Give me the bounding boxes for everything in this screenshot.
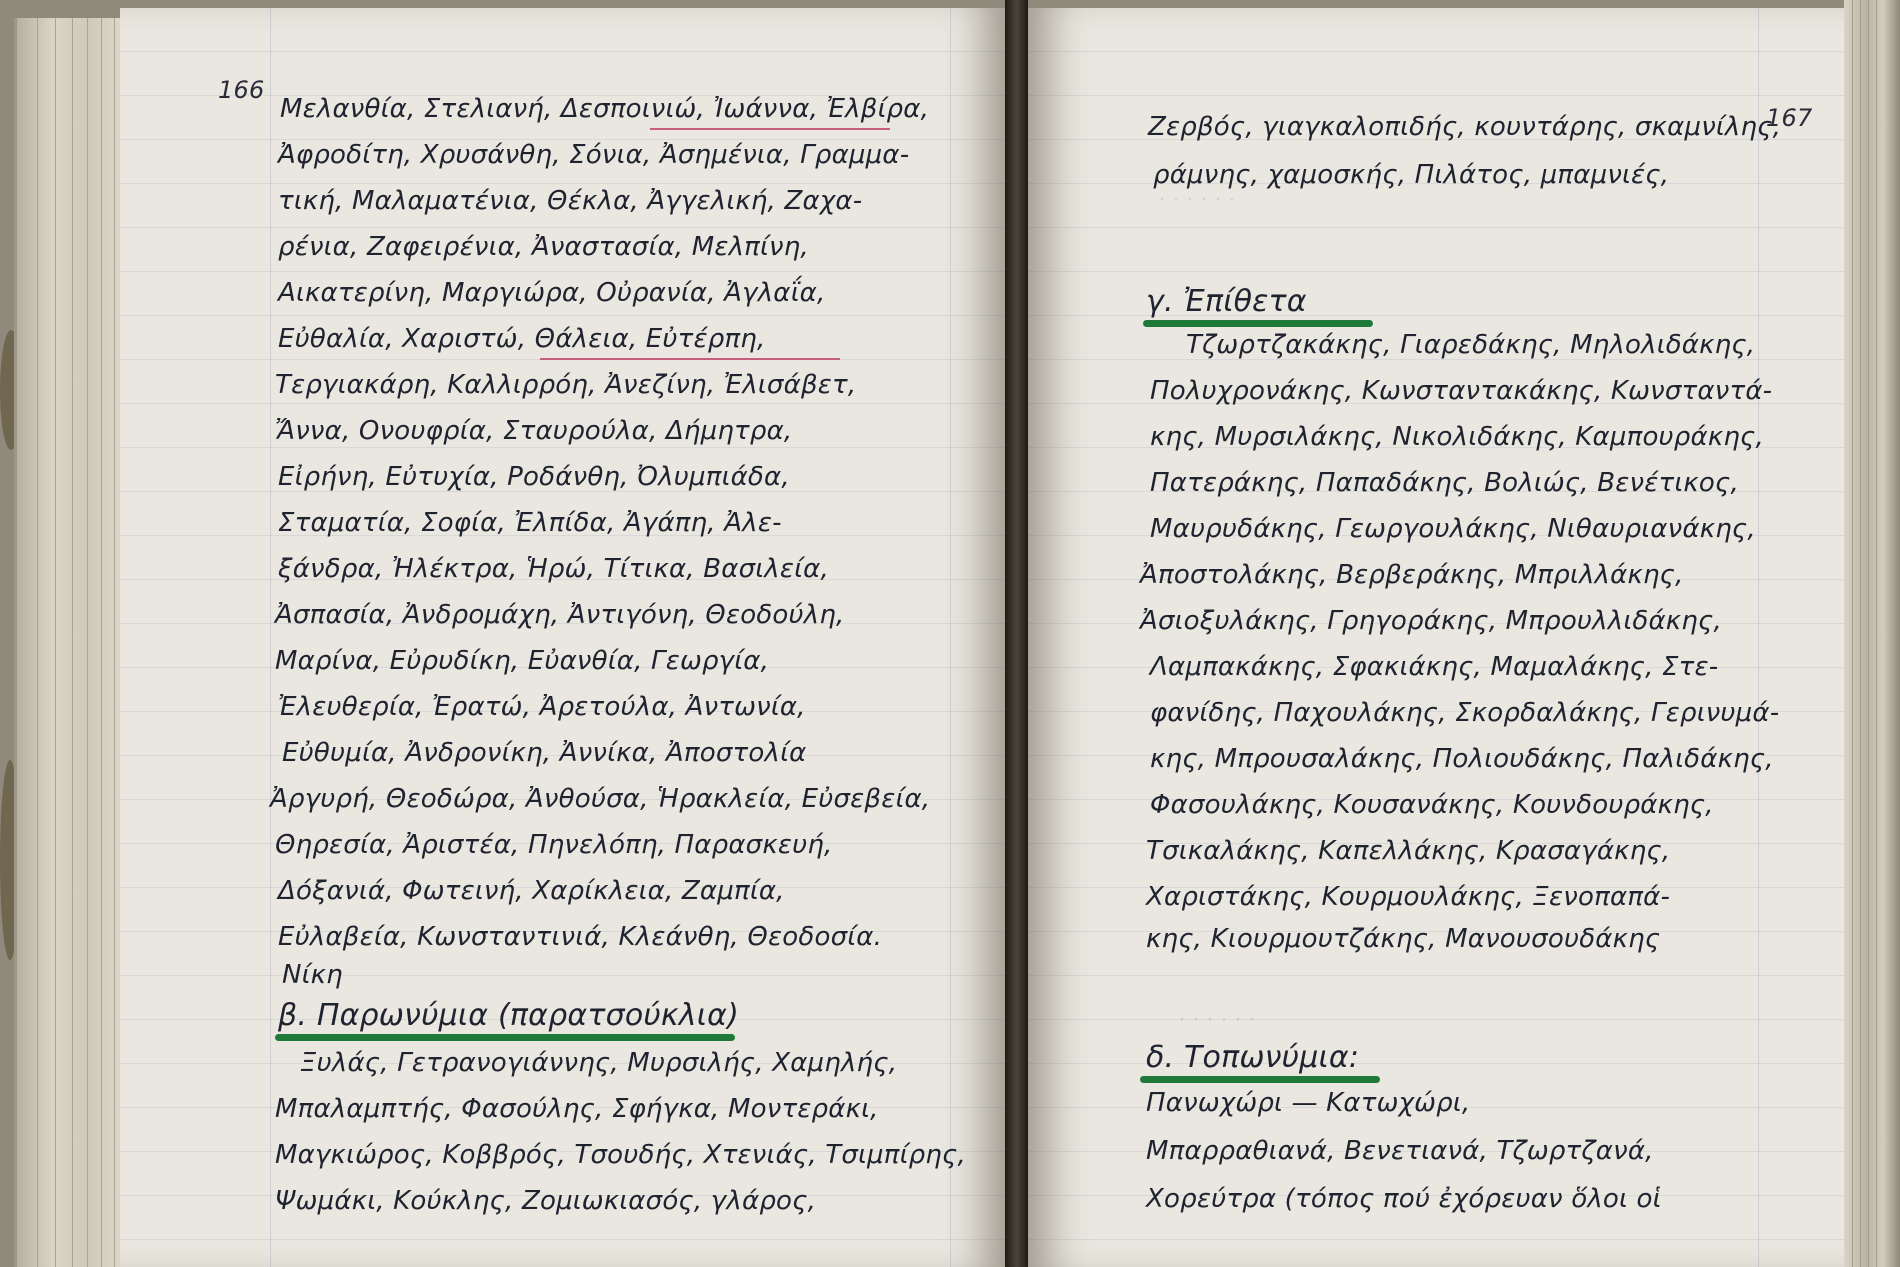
surname-line: Χαριστάκης, Κουρμουλάκης, Ξενοπαπά- (1146, 882, 1671, 912)
name-line: Θηρεσία, Ἀριστέα, Πηνελόπη, Παρασκευή, (275, 830, 833, 860)
nickname-line: Μπαλαμπτής, Φασούλης, Σφήγκα, Μοντεράκι, (275, 1094, 879, 1124)
name-line: Μελανθία, Στελιανή, Δεσποινιώ, Ἰωάννα, Ἐλβίρα, (280, 94, 930, 124)
surname-line: Ἀσιοξυλάκης, Γρηγοράκης, Μπρουλλιδάκης, (1140, 606, 1722, 636)
surname-line: Πολυχρονάκης, Κωνσταντακάκης, Κωνσταντά- (1150, 376, 1773, 406)
page-number-right: 167 (1766, 104, 1813, 132)
bleed-through-text: · · · · · · (1158, 188, 1235, 213)
name-line: Εὐθαλία, Χαριστώ, Θάλεια, Εὐτέρπη, (278, 324, 766, 354)
surname-line: Τσικαλάκης, Καπελλάκης, Κρασαγάκης, (1146, 836, 1671, 866)
left-page-stack (14, 18, 137, 1267)
name-line: Σταματία, Σοφία, Ἐλπίδα, Ἀγάπη, Ἀλε- (278, 508, 782, 538)
name-line: Ἄννα, Ονουφρία, Σταυρούλα, Δήμητρα, (275, 416, 793, 446)
left-notebook-page (120, 8, 1005, 1267)
book-gutter (1005, 0, 1028, 1267)
placename-line: Χορεύτρα (τόπος πού ἐχόρευαν ὅλοι οἱ (1146, 1184, 1662, 1214)
section-b-heading: β. Παρωνύμια (παρατσούκλια) (278, 998, 739, 1033)
nickname-line: Ξυλάς, Γετρανογιάννης, Μυρσιλής, Χαμηλής, (300, 1048, 898, 1078)
placename-line: Μπαρραθιανά, Βενετιανά, Τζωρτζανά, (1146, 1136, 1654, 1166)
name-line: Αικατερίνη, Μαργιώρα, Οὐρανία, Ἀγλαΐα, (278, 278, 826, 308)
name-line: τική, Μαλαματένια, Θέκλα, Ἀγγελική, Ζαχα- (278, 186, 863, 216)
right-page-stack (1844, 0, 1900, 1267)
name-line: Ἀργυρή, Θεοδώρα, Ἀνθούσα, Ἡρακλεία, Εὐσεβεία, (270, 784, 931, 814)
surname-line: φανίδης, Παχουλάκης, Σκορδαλάκης, Γερινυμά- (1150, 698, 1780, 728)
page-number-left: 166 (218, 76, 265, 104)
name-line: Νίκη (282, 960, 343, 990)
name-line: Εἰρήνη, Εὐτυχία, Ροδάνθη, Ὀλυμπιάδα, (278, 462, 790, 492)
name-line: ρένια, Ζαφειρένια, Ἀναστασία, Μελπίνη, (278, 232, 809, 262)
placename-line: Πανωχώρι — Κατωχώρι, (1146, 1088, 1471, 1118)
name-line: Εὐθυμία, Ἀνδρονίκη, Ἀννίκα, Ἀποστολία (282, 738, 807, 768)
surname-line: Ζερβός, γιαγκαλοπιδής, κουντάρης, σκαμνίλης, (1148, 112, 1782, 142)
green-underline (1143, 320, 1373, 327)
pink-underline (540, 358, 840, 360)
surname-line: Ἀποστολάκης, Βερβεράκης, Μπριλλάκης, (1140, 560, 1684, 590)
surname-line: κης, Κιουρμουτζάκης, Μανουσουδάκης (1146, 924, 1661, 954)
nickname-line: Μαγκιώρος, Κοββρός, Τσουδής, Χτενιάς, Τσιμπίρης, (275, 1140, 966, 1170)
name-line: Ἀσπασία, Ἀνδρομάχη, Ἀντιγόνη, Θεοδούλη, (275, 600, 845, 630)
pink-underline (650, 128, 890, 130)
right-notebook-page (1028, 8, 1900, 1267)
surname-line: Πατεράκης, Παπαδάκης, Βολιώς, Βενέτικος, (1150, 468, 1739, 498)
green-underline (1140, 1076, 1380, 1083)
name-line: Εὐλαβεία, Κωνσταντινιά, Κλεάνθη, Θεοδοσία. (278, 922, 883, 952)
bleed-through-text: · · · · · · (1178, 1008, 1255, 1033)
surname-line: ράμνης, χαμοσκής, Πιλάτος, μπαμνιές, (1153, 160, 1670, 190)
name-line: Ἀφροδίτη, Χρυσάνθη, Σόνια, Ἀσημένια, Γραμμα- (278, 140, 910, 170)
name-line: Ἐλευθερία, Ἐρατώ, Ἀρετούλα, Ἀντωνία, (278, 692, 806, 722)
surname-line: Λαμπακάκης, Σφακιάκης, Μαμαλάκης, Στε- (1150, 652, 1719, 682)
name-line: Μαρίνα, Εὐρυδίκη, Εὐανθία, Γεωργία, (275, 646, 770, 676)
surname-line: Μαυρυδάκης, Γεωργουλάκης, Νιθαυριανάκης, (1150, 514, 1756, 544)
surname-line: Φασουλάκης, Κουσανάκης, Κουνδουράκης, (1150, 790, 1714, 820)
section-g-heading: γ. Ἐπίθετα (1146, 284, 1307, 319)
surname-line: κης, Μυρσιλάκης, Νικολιδάκης, Καμπουράκης, (1150, 422, 1764, 452)
nickname-line: Ψωμάκι, Κούκλης, Ζομιωκιασός, γλάρος, (275, 1186, 817, 1216)
surname-line: Τζωρτζακάκης, Γιαρεδάκης, Μηλολιδάκης, (1186, 330, 1756, 360)
green-underline (275, 1034, 735, 1041)
name-line: Δόξανιά, Φωτεινή, Χαρίκλεια, Ζαμπία, (278, 876, 785, 906)
section-d-heading: δ. Τοπωνύμια: (1146, 1040, 1360, 1075)
surname-line: κης, Μπρουσαλάκης, Πολιουδάκης, Παλιδάκης, (1150, 744, 1774, 774)
name-line: Τεργιακάρη, Καλλιρρόη, Ἀνεζίνη, Ἐλισάβετ, (275, 370, 857, 400)
name-line: ξάνδρα, Ἠλέκτρα, Ἡρώ, Τίτικα, Βασιλεία, (278, 554, 829, 584)
